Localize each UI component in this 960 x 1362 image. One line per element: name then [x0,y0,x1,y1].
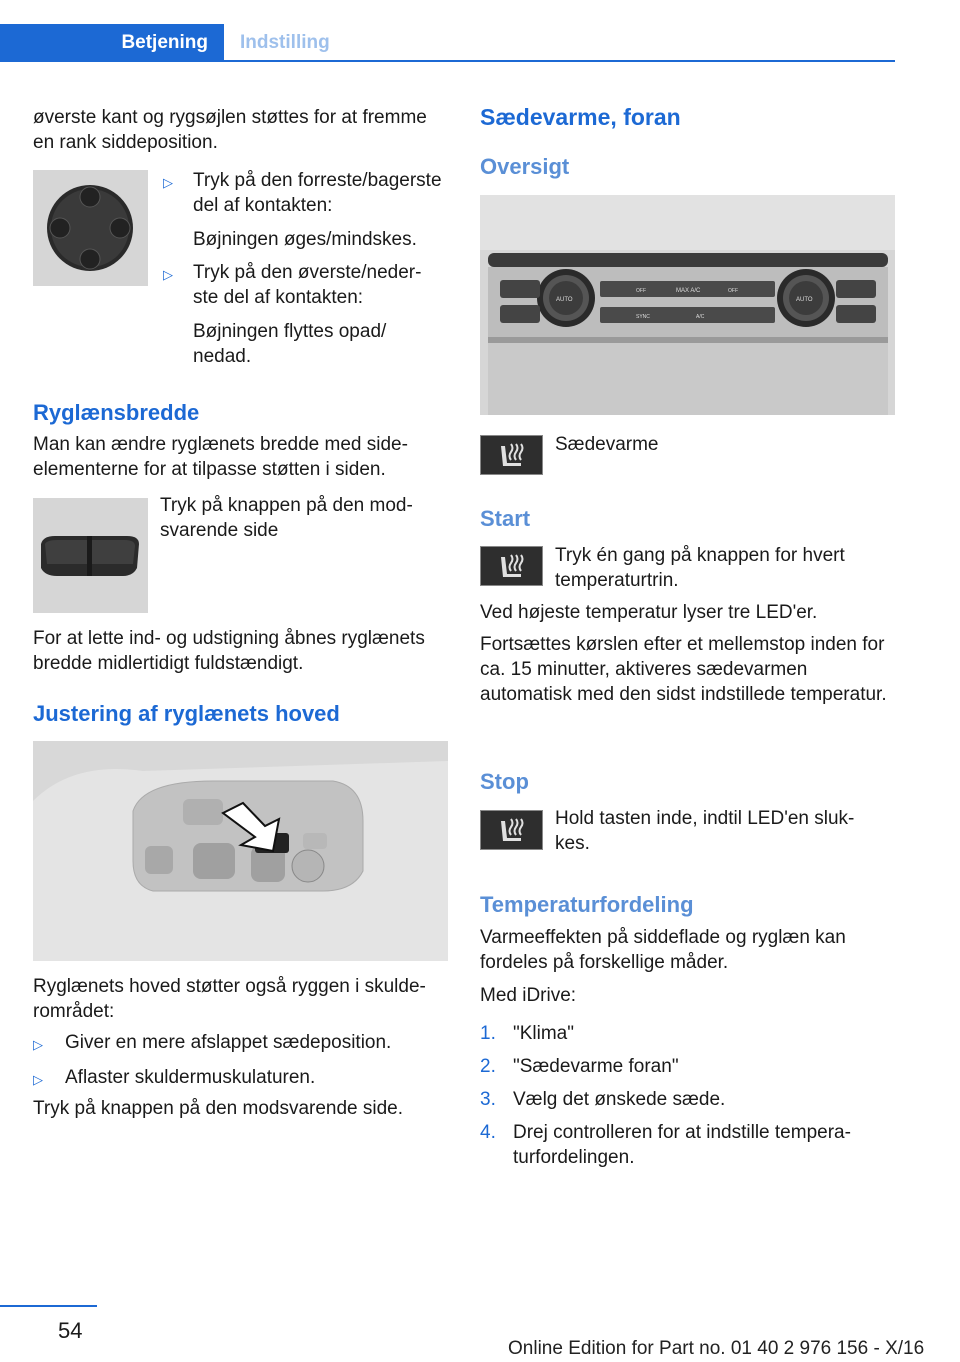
list-item [163,260,453,369]
list-item [33,1065,453,1092]
list-item [480,1087,895,1112]
auto-label-right: AUTO [796,297,813,303]
ac-label: A/C [696,314,705,320]
start-p2: Fortsættes kørslen efter et mellemstop inden for ca. 15 minutter, aktiveres sædevarmen automatisk med den sidst indstillede temperatur. [480,634,887,705]
list-item [480,1021,895,1046]
start-p1: Ved højeste temperatur lyser tre LED'er. [480,602,818,623]
step-number: 2. [480,1056,496,1077]
step-text: Vælg det ønskede sæde. [513,1089,726,1110]
header-rule [0,60,895,62]
idrive-text: Med iDrive: [480,985,577,1006]
auto-label-left: AUTO [556,297,573,303]
lumbar-switch-image [33,170,148,286]
section-title-saedevarme: Sædevarme, foran [480,104,681,130]
ryglaens-caption: Tryk på knappen på den modsvarende side [160,495,413,541]
triangle-bullet-icon: ▷ [163,175,173,190]
ryglaens-text: Man kan ændre ryglænets bredde med sideelementerne for at tilpasse støtten i siden. [33,434,408,480]
subsection-temperaturfordeling: Temperaturfordeling [480,892,694,917]
list-item-text: Tryk på den forreste/bagerste del af kontakten: [193,170,442,216]
edition-text: Online Edition for Part no. 01 40 2 976 156 - X/16 [508,1338,925,1359]
list-item-text: Giver en mere afslappet sædeposition. [65,1032,392,1053]
intro-text: øverste kant og rygsøjlen støttes for at fremme en rank siddeposition. [33,107,427,153]
section-title-ryglaensbredde: Ryglænsbredde [33,400,200,425]
justering-note: Tryk på knappen på den modsvarende side. [33,1098,404,1119]
max-ac-label: MAX A/C [676,288,701,294]
tab-indstilling[interactable]: Indstilling [240,32,330,53]
list-item-text: Aflaster skuldermuskulaturen. [65,1067,316,1088]
list-item [33,1030,453,1057]
list-item [480,1120,895,1170]
step-number: 4. [480,1122,496,1143]
off-label-left: OFF [636,288,646,294]
justering-text: Ryglænets hoved støtter også ryggen i skulderområdet: [33,976,426,1022]
list-item [480,1054,895,1079]
seat-controls-image [33,741,448,961]
sync-label: SYNC [636,314,650,320]
tab-betjening[interactable]: Betjening [0,24,224,62]
seat-heating-icon [480,810,543,850]
triangle-bullet-icon: ▷ [163,267,173,282]
subsection-oversigt: Oversigt [480,154,570,179]
triangle-bullet-icon: ▷ [33,1072,43,1087]
page-number: 54 [58,1318,83,1343]
seat-heating-icon [480,435,543,475]
stop-text: Hold tasten inde, indtil LED'en slukkes. [555,808,855,854]
side-bolster-button-image [33,498,148,613]
footer-rule [0,1305,97,1307]
start-text: Tryk én gang på knappen for hvert temperaturtrin. [555,545,845,591]
ryglaens-note: For at lette ind- og udstigning åbnes ryglænets bredde midlertidigt fuldstændigt. [33,628,425,674]
off-label-right: OFF [728,288,738,294]
list-item [163,168,453,252]
step-text: "Sædevarme foran" [513,1056,679,1077]
step-text: "Klima" [513,1023,574,1044]
step-number: 3. [480,1089,496,1110]
seat-heating-caption: Sædevarme [555,434,659,455]
steps-list [480,1021,895,1170]
step-text: Drej controlleren for at indstille temperaturfordelingen. [513,1122,851,1168]
list-item-text: Tryk på den øverste/nederste del af kontakten: [193,262,422,308]
seat-heating-icon [480,546,543,586]
list-item-sub: Bøjningen flyttes opad/ nedad. [193,321,387,367]
subsection-stop: Stop [480,769,529,794]
temp-text: Varmeeffekten på siddeflade og ryglæn kan fordeles på forskellige måder. [480,927,846,973]
step-number: 1. [480,1023,496,1044]
list-item-sub: Bøjningen øges/mindskes. [193,229,417,250]
justering-list [33,1030,453,1092]
triangle-bullet-icon: ▷ [33,1037,43,1052]
lumbar-list [163,168,453,369]
climate-panel-image [480,195,895,415]
subsection-start: Start [480,506,531,531]
section-title-justering: Justering af ryglænets hoved [33,701,340,726]
